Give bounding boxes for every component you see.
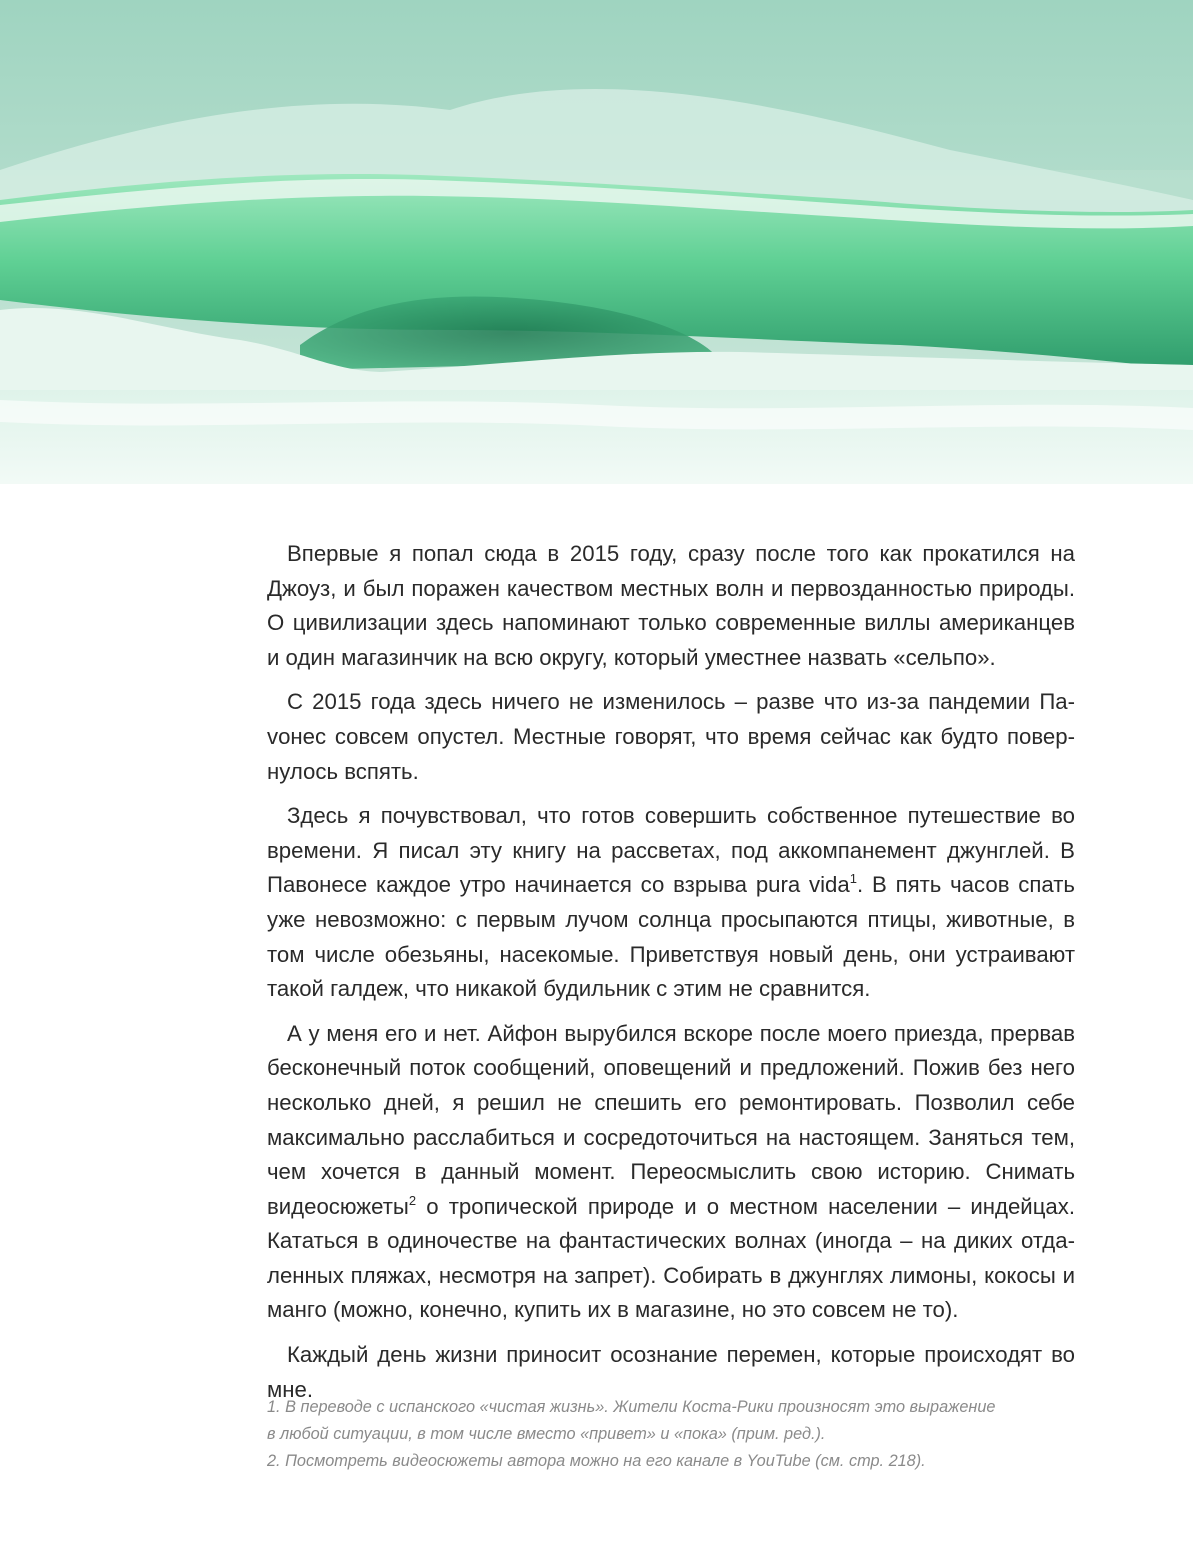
footnote-ref-1: 1 [849,871,857,887]
footnote-1-line-1: 1. В переводе с испанского «чистая жизнь». Жители Коста-Рики произносят это выражение [267,1398,996,1416]
paragraph-2: С 2015 года здесь ничего не изменилось – разве что из-за пандемии Паvонес совсем опустел. Местные говорят, что время сейчас как будто повернулось вспять. [267,689,1075,784]
footnote-ref-2: 2 [408,1192,417,1208]
footnotes [267,1394,1075,1475]
paragraph-4-text-cont: о тропической природе и о местном населении – индейцах. Кататься в одиночестве на фантастических волнах (иногда – на диких отдаленных пляжах, несмотря на запрет). Собирать в джунглях лимоны, кокосы и манго (можно, конечно, купить их в магазине, но это совсем не то). [267,1193,1075,1323]
paragraph-3-text-cont: . В пять часов спать уже невозможно: с первым лучом солнца просыпаются птицы, животные, в том числе обезьяны, насекомые. Приветствуя новый день, они устраивают такой галдеж, что никакой будильник с этим не сравнится. [267,872,1075,1002]
footnote-1-line-2: в любой ситуации, в том числе вместо «привет» и «пока» (прим. ред.). [267,1425,826,1443]
paragraph-5: Каждый день жизни приносит осознание перемен, которые происходят во мне. [267,1342,1075,1402]
paragraph-1: Впервые я попал сюда в 2015 году, сразу после того как прокатился на Джоуз, и был поражен качеством местных волн и первозданностью природы. О цивилизации здесь напоминают только современные виллы американцев и один магазинчик на всю округу, который уместнее назвать «сельпо». [267,541,1075,670]
footnote-2: 2. Посмотреть видеосюжеты автора можно на его канале в YouTube (см. стр. 218). [267,1452,926,1470]
paragraph-4-text: А у меня его и нет. Айфон вырубился вскоре после моего приезда, прервав бесконечный поток сообщений, оповещений и предложений. Пожив без него несколько дней, я решил не спешить его ремонтировать. Позволил себе максимально расслабиться и сосредоточиться на настоящем. Заняться тем, чем хочется в данный момент. Переосмыслить свою историю. Снимать видеосюжеты [267,1020,1075,1219]
paragraph-4 [267,1017,1075,1328]
wave-illustration [0,0,1193,484]
paragraph-3-text: Здесь я почувствовал, что готов совершить собственное путешествие во времени. Я писал эту книгу на рассветах, под аккомпанемент джунглей. В Павонесе каждое утро начинается со взрыва pura vida [267,803,1075,898]
paragraph-3 [267,799,1075,1007]
article-body [267,537,1075,1417]
ocean-wave-photo [0,0,1193,484]
